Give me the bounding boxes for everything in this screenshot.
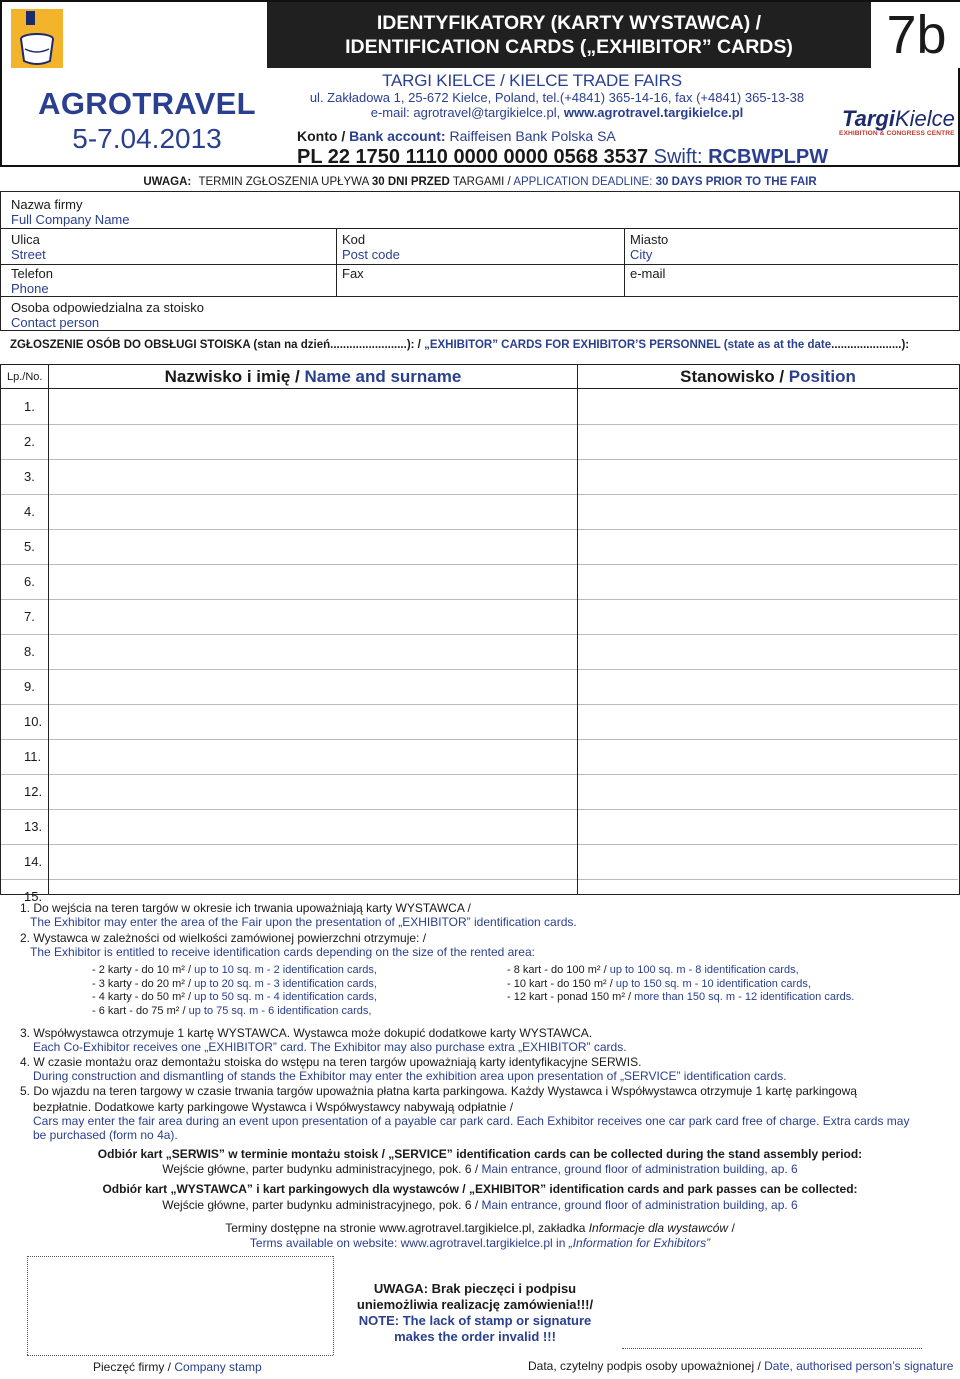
card-tiers-right [507, 964, 854, 1005]
fair-dates: 5-7.04.2013 [72, 123, 222, 154]
stamp-label-pl: Pieczęć firmy / [93, 1360, 175, 1374]
service-place-pl: Wejście główne, parter budynku administracyjnego, pok. 6 / [162, 1162, 482, 1176]
post-code-label-pl: Kod [342, 232, 366, 247]
service-pickup-title: Odbiór kart „SERWIS” w terminie montażu stoisk / „SERVICE” identification cards can be collected during the stand assembly period: [97, 1147, 863, 1161]
signature-label [528, 1359, 953, 1373]
deadline-text-pl2: TARGAMI / [452, 176, 511, 188]
col-header-position-pl: Stanowisko / [680, 367, 789, 386]
exhibitor-place-pl: Wejście główne, parter budynku administracyjnego, pok. 6 / [162, 1198, 482, 1212]
divider [336, 228, 337, 264]
company-name-label [11, 197, 130, 227]
card-tier [507, 991, 854, 1005]
email-line [267, 105, 847, 120]
announce-mid: ): / [406, 339, 421, 351]
company-name-label-pl: Nazwa firmy [11, 197, 83, 212]
warning-pl-1: UWAGA: Brak pieczęci i podpisu [373, 1281, 577, 1296]
terms-pl-end: / [728, 1221, 735, 1235]
phone-label [11, 266, 53, 296]
row-number: 4. [24, 504, 35, 519]
phone-label-en: Phone [11, 281, 49, 296]
announce-en: „EXHIBITOR” CARDS FOR EXHIBITOR’S PERSONNEL (state as at the date [424, 339, 832, 351]
note-3-pl: 3. Współwystawca otrzymuje 1 kartę WYSTAWCA. Wystawca może dokupić dodatkowe karty WYSTAWCA. [20, 1026, 593, 1040]
header [0, 0, 960, 167]
table-row[interactable] [1, 425, 958, 460]
row-number: 8. [24, 644, 35, 659]
row-number: 13. [24, 819, 43, 834]
fax-label: Fax [342, 266, 364, 281]
note-4-pl: 4. W czasie montażu oraz demontażu stoiska do wstępu na teren targów upoważniają karty identyfikacyjne SERWIS. [20, 1055, 642, 1069]
card-tier [507, 964, 854, 978]
note-2-pl: 2. Wystawca w zależności od wielkości zamówionej powierzchni otrzymuje: / [20, 931, 427, 945]
dotted-border [27, 1256, 333, 1257]
divider [1, 296, 958, 297]
terms-pl [0, 1221, 960, 1235]
terms-pl-text: Terminy dostępne na stronie www.agrotravel.targikielce.pl, zakładka [225, 1221, 589, 1235]
card-tiers-left [92, 964, 377, 1018]
col-header-position-en: Position [788, 367, 856, 386]
table-row[interactable] [1, 530, 958, 565]
row-number: 11. [24, 749, 42, 764]
deadline-text-en: APPLICATION DEADLINE: [513, 176, 653, 188]
note-5-pl-2: bezpłatnie. Dodatkowe karty parkingowe Wystawca i Współwystawcy nabywają odpłatnie / [33, 1100, 514, 1114]
note-3-en: Each Co-Exhibitor receives one „EXHIBITOR” card. The Exhibitor may also purchase extra „EXHIBITOR” cards. [33, 1040, 627, 1054]
dotted-border [27, 1355, 333, 1356]
signature-label-en: Date, authorised person’s signature [764, 1359, 954, 1373]
divider [336, 264, 337, 296]
table-row[interactable] [1, 635, 958, 670]
card-tier [92, 1005, 377, 1019]
city-label [630, 232, 668, 262]
divider [1, 228, 958, 229]
logo-text-a: Targi [842, 106, 895, 131]
row-number: 14. [24, 854, 43, 869]
card-tier [92, 964, 377, 978]
note-1-en: The Exhibitor may enter the area of the Fair upon the presentation of „EXHIBITOR” identification cards. [30, 915, 577, 929]
contact-person-label-en: Contact person [11, 315, 100, 330]
iban: PL 22 1750 1110 0000 0000 0568 3537 [297, 146, 649, 168]
card-tier [507, 978, 854, 992]
contact-person-label [11, 300, 204, 330]
swift-code: RCBWPLPW [708, 146, 829, 168]
row-number: 15. [24, 889, 43, 904]
personnel-announcement [10, 339, 909, 351]
email-text: e-mail: agrotravel@targikielce.pl, [370, 105, 564, 120]
col-header-name-pl: Nazwisko i imię / [164, 367, 305, 386]
card-tier-pl: - 2 karty - do 10 m² / [92, 964, 195, 976]
exhibitor-pickup-title: Odbiór kart „WYSTAWCA” i kart parkingowych dla wystawców / „EXHIBITOR” identification cards and park passes can be collected: [102, 1182, 858, 1196]
table-body [1, 390, 958, 904]
table-row[interactable] [1, 390, 958, 425]
card-tier-pl: - 3 karty - do 20 m² / [92, 977, 195, 990]
logo-wordmark [842, 106, 955, 132]
swift-label: Swift: [648, 146, 709, 168]
deadline-notice [0, 176, 960, 188]
exhibitor-place-en: Main entrance, ground floor of administration building, ap. 6 [481, 1198, 798, 1212]
table-row[interactable] [1, 565, 958, 600]
bank-account [297, 128, 616, 144]
title-pl: IDENTYFIKATORY (KARTY WYSTAWCA) / [376, 12, 762, 34]
row-number: 10. [24, 714, 43, 729]
row-number: 9. [24, 679, 35, 694]
signature-label-pl: Data, czytelny podpis osoby upoważnionej / [528, 1359, 765, 1373]
signature-line[interactable] [622, 1348, 922, 1349]
company-form [0, 191, 960, 331]
account-label-en: Bank account: [349, 128, 446, 144]
logo-text-b: Kielce [894, 106, 955, 131]
divider [1, 264, 958, 265]
note-5-en-2: be purchased (form no 4a). [33, 1128, 178, 1142]
deadline-days-pl: 30 DNI PRZED [371, 176, 450, 188]
table-row[interactable] [1, 495, 958, 530]
street-label-en: Street [11, 247, 46, 262]
table-row[interactable] [1, 705, 958, 740]
card-tier-en: up to 75 sq. m - 6 identification cards, [188, 1004, 372, 1017]
deadline-label: UWAGA: [143, 176, 192, 188]
col-header-no: Lp./No. [7, 371, 43, 383]
card-tier-pl: - 8 kart - do 100 m² / [507, 964, 610, 976]
dotted-border [333, 1256, 334, 1355]
terms-pl-link[interactable]: Informacje dla wystawców [588, 1221, 729, 1235]
post-code-label-en: Post code [342, 247, 400, 262]
note-5-pl-1: 5. Do wjazdu na teren targowy w czasie trwania targów upoważnia płatna karta parkingowa. Każdy Wystawca i Współwystawca otrzymuje 1 kartę parkingową [20, 1084, 857, 1098]
divider [577, 365, 578, 894]
col-header-name-en: Name and surname [304, 367, 462, 386]
card-tier-en: up to 10 sq. m - 2 identification cards, [194, 964, 377, 976]
card-tier-pl: - 6 kart - do 75 m² / [92, 1004, 189, 1017]
service-place-en: Main entrance, ground floor of administration building, ap. 6 [481, 1162, 798, 1176]
company-stamp-label [93, 1360, 262, 1374]
contact-person-label-pl: Osoba odpowiedzialna za stoisko [11, 300, 204, 315]
bank-name: Raiffeisen Bank Polska SA [445, 128, 616, 144]
address-line: ul. Zakładowa 1, 25-672 Kielce, Poland, tel.(+4841) 365-14-16, fax (+4841) 365-13-38 [309, 90, 805, 105]
terms-en-link[interactable]: „Information for Exhibitors” [568, 1236, 711, 1250]
table-header [1, 365, 958, 389]
card-tier [92, 991, 377, 1005]
row-number: 7. [24, 609, 35, 624]
city-label-pl: Miasto [630, 232, 669, 247]
row-number: 3. [24, 469, 35, 484]
brand-name: AGROTRAVEL [38, 86, 256, 121]
card-tier [92, 978, 377, 992]
city-label-en: City [630, 247, 653, 262]
card-tier-en: up to 20 sq. m - 3 identification cards, [194, 977, 377, 990]
terms-en-text: Terms available on website: www.agrotravel.targikielce.pl in [249, 1236, 569, 1250]
street-label-pl: Ulica [11, 232, 40, 247]
row-number: 2. [24, 434, 35, 449]
row-number: 1. [24, 399, 35, 414]
form-code: 7b [871, 2, 960, 68]
targi-kielce-logo [822, 102, 957, 147]
announce-dots: ...................... [831, 339, 902, 351]
warning-pl-2: uniemożliwia realizację zamówienia!!!/ [356, 1297, 594, 1312]
note-4-en: During construction and dismantling of stands the Exhibitor may enter the exhibition area upon presentation of „SERVICE” identification cards. [33, 1069, 787, 1083]
card-tier-pl: - 4 karty - do 50 m² / [92, 991, 195, 1003]
col-header-position [578, 367, 958, 387]
iban-line [297, 146, 828, 169]
table-row[interactable] [1, 600, 958, 635]
form-title [267, 2, 871, 68]
row-number: 12. [24, 784, 43, 799]
card-tier-en: more than 150 sq. m - 12 identification cards. [634, 991, 855, 1003]
service-pickup-place [0, 1162, 960, 1176]
row-number: 5. [24, 539, 35, 554]
title-en: IDENTIFICATION CARDS („EXHIBITOR” CARDS) [345, 36, 793, 58]
terms-en [0, 1236, 960, 1250]
account-label-pl: Konto / [297, 128, 350, 144]
col-header-name [49, 367, 577, 387]
note-5-en-1: Cars may enter the fair area during an event upon presentation of a payable car park card. Each Exhibitor receives one car park card free of charge. Extra cards may [33, 1114, 910, 1128]
announce-dots: ........................ [330, 339, 407, 351]
note-2-en: The Exhibitor is entitled to receive identification cards depending on the size of the rented area: [30, 945, 535, 959]
card-tier-en: up to 100 sq. m - 8 identification cards, [609, 964, 799, 976]
table-row[interactable] [1, 460, 958, 495]
email-label: e-mail [630, 266, 666, 281]
deadline-text-pl: TERMIN ZGŁOSZENIA UPŁYWA [198, 176, 369, 188]
agrotravel-logo [11, 9, 63, 68]
card-tier-en: up to 50 sq. m - 4 identification cards, [194, 991, 377, 1003]
card-tier-pl: - 10 kart - do 150 m² / [507, 977, 616, 990]
phone-label-pl: Telefon [11, 266, 53, 281]
personnel-table [0, 364, 960, 904]
warning-en-1: NOTE: The lack of stamp or signature [358, 1313, 592, 1328]
table-row[interactable] [1, 775, 958, 810]
table-row[interactable] [1, 740, 958, 775]
card-tier-en: up to 150 sq. m - 10 identification cards, [615, 977, 811, 990]
row-number: 6. [24, 574, 35, 589]
announce-pl: ZGŁOSZENIE OSÓB DO OBSŁUGI STOISKA (stan na dzień [10, 339, 331, 351]
dotted-border [27, 1256, 28, 1355]
missing-stamp-warning [340, 1281, 610, 1345]
table-row[interactable] [1, 670, 958, 705]
table-row[interactable] [1, 845, 958, 880]
post-code-label [342, 232, 400, 262]
deadline-days-en: 30 DAYS PRIOR TO THE FAIR [655, 176, 817, 188]
divider [48, 365, 49, 894]
paint-bucket-icon [11, 9, 63, 68]
company-name-label-en: Full Company Name [11, 212, 130, 227]
note-1-pl: 1. Do wejścia na teren targów w okresie ich trwania upoważniają karty WYSTAWCA / [20, 901, 471, 915]
street-label [11, 232, 46, 262]
website-link[interactable]: www.agrotravel.targikielce.pl [563, 105, 744, 120]
stamp-label-en: Company stamp [174, 1360, 262, 1374]
divider [624, 228, 625, 296]
table-row[interactable] [1, 810, 958, 845]
announce-end: ): [901, 339, 910, 351]
warning-en-2: makes the order invalid !!! [394, 1329, 556, 1344]
logo-tagline: EXHIBITION & CONGRESS CENTRE [839, 130, 955, 137]
card-tier-pl: - 12 kart - ponad 150 m² / [507, 991, 635, 1003]
fair-name: TARGI KIELCE / KIELCE TRADE FAIRS [382, 71, 682, 90]
exhibitor-pickup-place [0, 1198, 960, 1212]
